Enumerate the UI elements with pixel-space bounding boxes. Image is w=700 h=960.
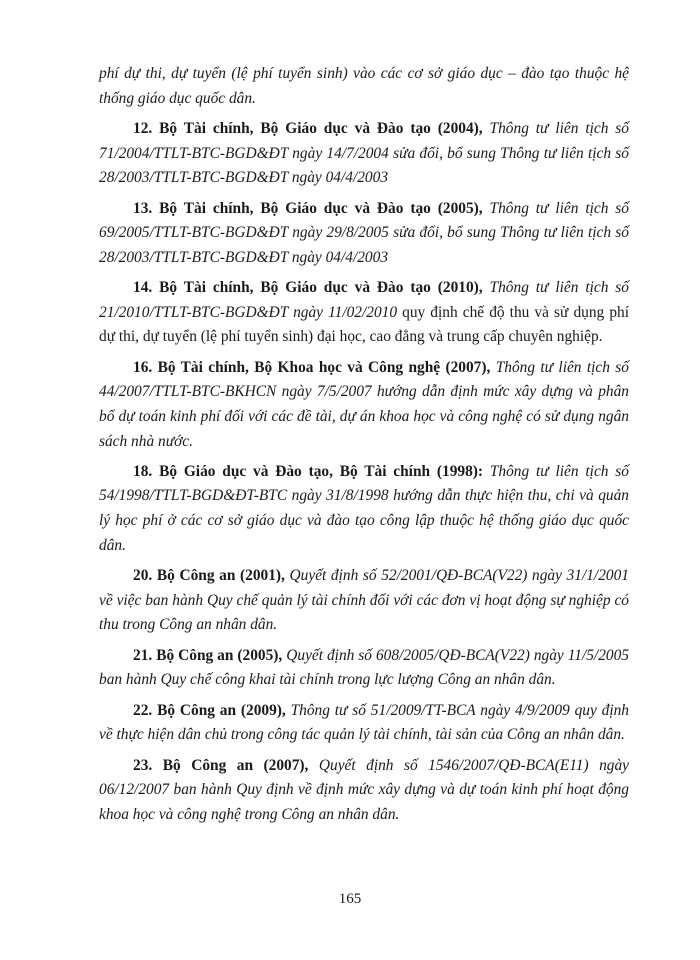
reference-item-23 <box>99 754 629 828</box>
reference-item-21 <box>99 644 629 693</box>
reference-authors: Bộ Giáo dục và Đào tạo, Bộ Tài chính (1998): <box>159 462 484 480</box>
reference-title: Quyết định số 1546/2007/QĐ-BCA(E11) ngày 06/12/2007 ban hành Quy định về định mức xây dựng và dự toán kinh phí hoạt động khoa học và công nghệ trong Công an nhân dân. <box>99 756 629 823</box>
reference-description: quy định chế độ thu và sử dụng phí dự thi, dự tuyển (lệ phí tuyển sinh) đại học, cao đẳng và trung cấp chuyên nghiệp. <box>99 303 629 346</box>
reference-title: Thông tư liên tịch số 21/2010/TTLT-BTC-BGD&ĐT ngày 11/02/2010 <box>99 279 629 321</box>
reference-number: 22. <box>133 701 153 719</box>
reference-item-continuation <box>99 62 629 111</box>
reference-title: Thông tư số 51/2009/TT-BCA ngày 4/9/2009 quy định về thực hiện dân chủ trong công tác quản lý tài chính, tài sản của Công an nhân dân. <box>99 701 629 744</box>
reference-authors: Bộ Công an (2005), <box>156 646 283 664</box>
reference-number: 16. <box>133 358 153 376</box>
reference-number: 23. <box>133 756 153 774</box>
reference-title: Quyết định số 52/2001/QĐ-BCA(V22) ngày 31/1/2001 về việc ban hành Quy chế quản lý tài chính đối với các đơn vị hoạt động sự nghiệp có thu trong Công an nhân dân. <box>99 567 629 634</box>
reference-item-18 <box>99 460 629 558</box>
reference-authors: Bộ Công an (2001), <box>156 567 285 585</box>
reference-authors: Bộ Tài chính, Bộ Giáo dục và Đào tạo (2010), <box>159 279 483 297</box>
reference-number: 18. <box>133 462 153 480</box>
reference-item-16 <box>99 356 629 454</box>
reference-number: 14. <box>133 279 153 297</box>
reference-item-22 <box>99 699 629 748</box>
reference-number: 20. <box>133 567 153 585</box>
reference-authors: Bộ Tài chính, Bộ Giáo dục và Đào tạo (2005), <box>159 199 483 217</box>
reference-authors: Bộ Tài chính, Bộ Giáo dục và Đào tạo (2004), <box>159 119 483 137</box>
reference-item-20 <box>99 564 629 638</box>
reference-title: Thông tư liên tịch số 44/2007/TTLT-BTC-BKHCN ngày 7/5/2007 hướng dẫn định mức xây dựng và phân bổ dự toán kinh phí đối với các đề tài, dự án khoa học và công nghệ có sử dụng ngân sách nhà nước. <box>99 358 629 450</box>
reference-number: 12. <box>133 119 153 137</box>
reference-authors: Bộ Công an (2009), <box>157 701 286 719</box>
reference-list <box>99 62 629 833</box>
reference-title: phí dự thi, dự tuyển (lệ phí tuyển sinh) vào các cơ sở giáo dục – đào tạo thuộc hệ thống giáo dục quốc dân. <box>99 65 629 107</box>
reference-title: Quyết định số 608/2005/QĐ-BCA(V22) ngày 11/5/2005 ban hành Quy chế công khai tài chính trong lực lượng Công an nhân dân. <box>99 646 629 689</box>
reference-authors: Bộ Công an (2007), <box>162 756 309 774</box>
page-number: 165 <box>338 891 362 907</box>
reference-number: 21. <box>133 646 153 664</box>
reference-item-12 <box>99 117 629 191</box>
reference-number: 13. <box>133 199 153 217</box>
reference-title: Thông tư liên tịch số 71/2004/TTLT-BTC-BGD&ĐT ngày 14/7/2004 sửa đổi, bổ sung Thông tư liên tịch số 28/2003/TTLT-BTC-BGD&ĐT ngày 04/4/2003 <box>99 119 629 187</box>
reference-authors: Bộ Tài chính, Bộ Khoa học và Công nghệ (2007), <box>157 358 491 376</box>
reference-title: Thông tư liên tịch số 54/1998/TTLT-BGD&ĐT-BTC ngày 31/8/1998 hướng dẫn thực hiện thu, chi và quản lý học phí ở các cơ sở giáo dục và đào tạo công lập thuộc hệ thống giáo dục quốc dân. <box>99 462 629 554</box>
reference-item-14 <box>99 276 629 350</box>
reference-title: Thông tư liên tịch số 69/2005/TTLT-BTC-BGD&ĐT ngày 29/8/2005 sửa đổi, bổ sung Thông tư liên tịch số 28/2003/TTLT-BTC-BGD&ĐT ngày 04/4/2003 <box>99 199 629 266</box>
reference-item-13 <box>99 197 629 271</box>
